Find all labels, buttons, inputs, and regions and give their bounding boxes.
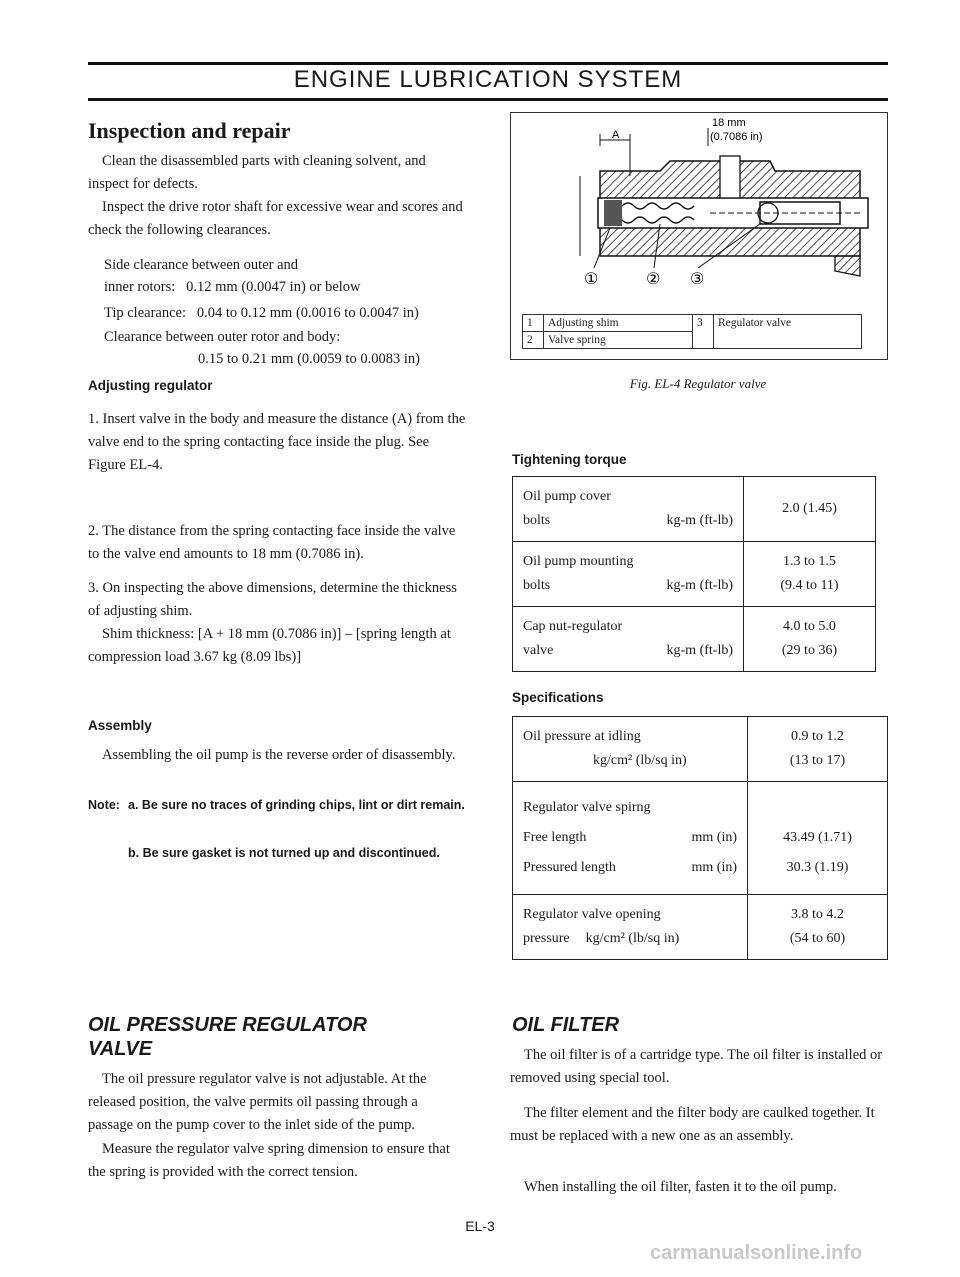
note-b: b. Be sure gasket is not turned up and discontinued. (128, 846, 440, 860)
spec-label: Regulator valve opening (523, 907, 661, 922)
inspection-paragraph-1: Clean the disassembled parts with cleaning solvent, and inspect for defects. (88, 153, 426, 192)
legend-text: Regulator valve (714, 315, 862, 349)
dimension-inch: (0.7086 in) (710, 131, 763, 143)
torque-name-2: bolts (523, 513, 551, 528)
dimension-a-label: A (612, 129, 620, 141)
side-clearance-line-1: Side clearance between outer and (104, 257, 299, 273)
table-row (513, 542, 876, 607)
adjusting-step-3: 3. On inspecting the above dimensions, determine the thickness of adjusting shim. (88, 580, 457, 619)
torque-table (512, 476, 876, 672)
oil-filter-paragraph-2: The filter element and the filter body are caulked together. It must be replaced with a new one as an assembly. (510, 1105, 875, 1144)
watermark: carmanualsonline.info (650, 1242, 863, 1264)
table-row (513, 607, 876, 672)
page-header-title: ENGINE LUBRICATION SYSTEM (293, 66, 683, 93)
assembly-paragraph: Assembling the oil pump is the reverse order of disassembly. (102, 747, 456, 763)
spec-unit: mm (in) (691, 830, 737, 845)
spec-label: Regulator valve spirng (523, 800, 651, 815)
regulator-section-title-1: OIL PRESSURE REGULATOR (88, 1014, 367, 1036)
adjusting-regulator-heading: Adjusting regulator (88, 378, 213, 393)
legend-num: 3 (693, 315, 714, 349)
shim-thickness-formula: Shim thickness: [A + 18 mm (0.7086 in)] – [spring length at compression load 3.67 kg (8.09 lbs)] (88, 626, 451, 665)
spec-value: 43.49 (1.71) (783, 830, 852, 845)
torque-unit: kg-m (ft-lb) (666, 643, 733, 658)
specifications-heading: Specifications (512, 690, 604, 705)
torque-value-imperial: (9.4 to 11) (780, 578, 839, 593)
spec-unit: kg/cm² (lb/sq in) (585, 931, 680, 946)
oil-filter-paragraph-1: The oil filter is of a cartridge type. The oil filter is installed or removed using special tool. (510, 1047, 883, 1086)
torque-value: 4.0 to 5.0 (783, 619, 836, 634)
body-clearance-line-1: Clearance between outer rotor and body: (104, 329, 341, 345)
table-row (513, 477, 876, 542)
page-number: EL-3 (465, 1218, 495, 1234)
torque-value: 1.3 to 1.5 (783, 554, 836, 569)
spec-unit: kg/cm² (lb/sq in) (593, 753, 687, 768)
torque-unit: kg-m (ft-lb) (666, 513, 733, 528)
inspection-heading: Inspection and repair (88, 118, 291, 143)
table-row (513, 895, 888, 960)
spec-value: (54 to 60) (789, 931, 846, 946)
spec-unit: mm (in) (691, 860, 737, 875)
header-rule-top (88, 62, 888, 65)
table-row (513, 782, 888, 895)
header-rule-bottom (88, 98, 888, 101)
torque-name-1: Oil pump mounting (523, 554, 634, 569)
spec-label: Pressured length (523, 860, 616, 875)
body-clearance-line-2: 0.15 to 0.21 mm (0.0059 to 0.0083 in) (198, 351, 420, 367)
torque-name-2: valve (523, 643, 554, 658)
torque-name-2: bolts (523, 578, 551, 593)
figure-legend (522, 314, 862, 349)
inspection-paragraph-2: Inspect the drive rotor shaft for excessive wear and scores and check the following clearances. (88, 199, 463, 238)
spec-value: 0.9 to 1.2 (791, 729, 844, 744)
spec-label: pressure (523, 931, 570, 946)
torque-name-1: Cap nut-regulator (523, 619, 623, 634)
spec-label: Oil pressure at idling (523, 729, 641, 744)
spec-label: Free length (523, 830, 587, 845)
regulator-paragraph-2: Measure the regulator valve spring dimension to ensure that the spring is provided with the correct tension. (88, 1141, 450, 1180)
legend-text: Valve spring (544, 332, 693, 349)
oil-filter-paragraph-3: When installing the oil filter, fasten it to the oil pump. (524, 1179, 837, 1195)
specifications-table (512, 716, 888, 960)
torque-unit: kg-m (ft-lb) (666, 578, 733, 593)
callout-1: ① (584, 271, 599, 288)
spec-value: (13 to 17) (789, 753, 846, 768)
regulator-section-title-2: VALVE (88, 1038, 153, 1060)
spec-value: 3.8 to 4.2 (791, 907, 844, 922)
note-a: a. Be sure no traces of grinding chips, lint or dirt remain. (128, 798, 465, 812)
regulator-valve-diagram (560, 116, 880, 291)
dimension-18mm: 18 mm (712, 117, 746, 129)
adjusting-step-1: 1. Insert valve in the body and measure the distance (A) from the valve end to the spring contacting face inside the plug. See Figure EL-4. (88, 411, 466, 473)
spec-value: 30.3 (1.19) (786, 860, 849, 875)
figure-caption: Fig. EL-4 Regulator valve (629, 376, 767, 391)
callout-3: ③ (690, 271, 705, 288)
torque-value: 2.0 (1.45) (782, 501, 837, 516)
regulator-paragraph-1: The oil pressure regulator valve is not adjustable. At the released position, the valve permits oil passing through a passage on the pump cover to the inlet side of the pump. (88, 1071, 427, 1133)
torque-name-1: Oil pump cover (523, 489, 611, 504)
side-clearance-line-2: inner rotors: 0.12 mm (0.0047 in) or below (104, 279, 361, 295)
legend-num: 2 (523, 332, 544, 349)
torque-heading: Tightening torque (512, 452, 627, 467)
table-row (513, 717, 888, 782)
callout-2: ② (646, 271, 661, 288)
legend-num: 1 (523, 315, 544, 332)
note-label: Note: (88, 798, 120, 812)
adjusting-step-2: 2. The distance from the spring contacting face inside the valve to the valve end amounts to 18 mm (0.7086 in). (88, 523, 456, 562)
legend-text: Adjusting shim (544, 315, 693, 332)
tip-clearance: Tip clearance: 0.04 to 0.12 mm (0.0016 to 0.0047 in) (104, 305, 419, 321)
assembly-heading: Assembly (88, 718, 152, 733)
oil-filter-title: OIL FILTER (512, 1014, 620, 1036)
torque-value-imperial: (29 to 36) (781, 643, 838, 658)
